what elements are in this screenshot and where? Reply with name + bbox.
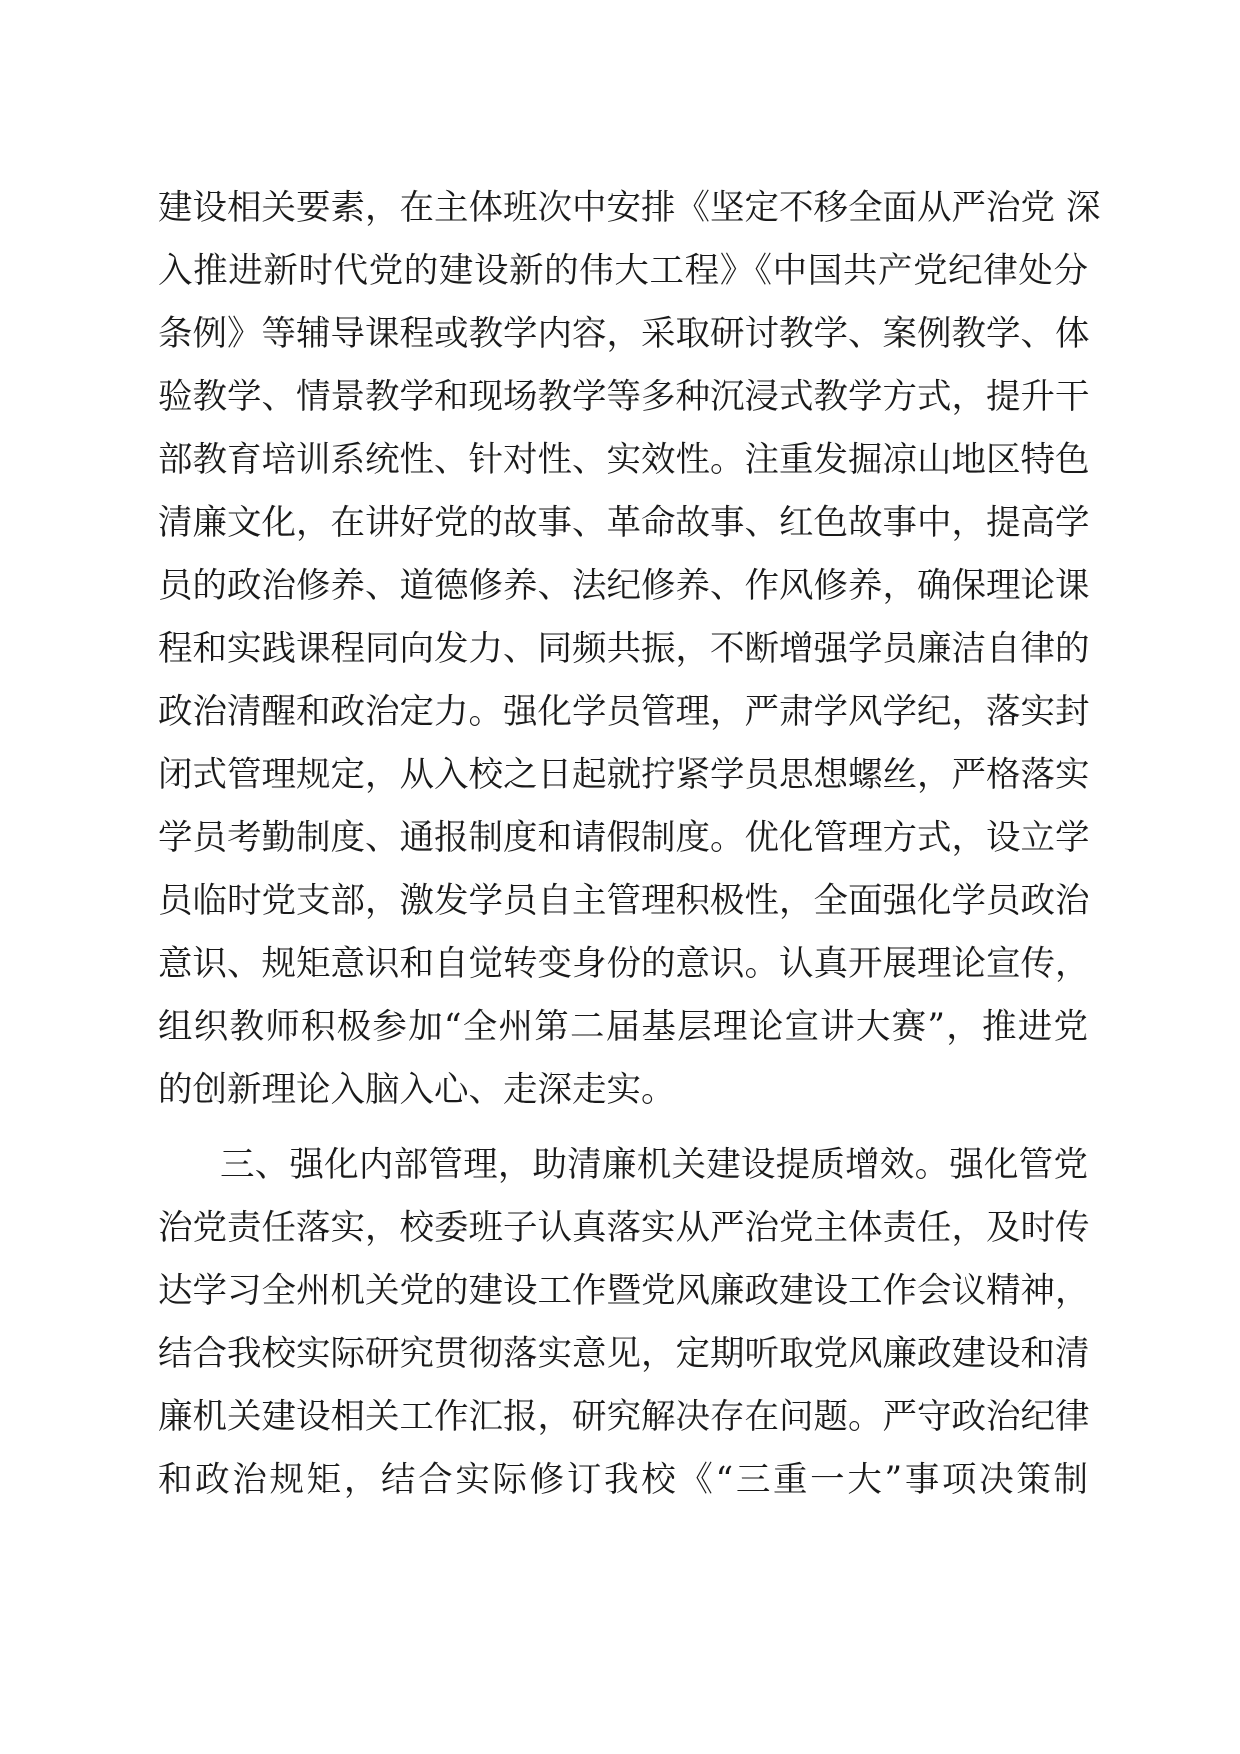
text-line: 组织教师积极参加“全州第二届基层理论宣讲大赛”，推进党 <box>158 1007 1088 1047</box>
text-line: 结合我校实际研究贯彻落实意见，定期听取党风廉政建设和清 <box>158 1334 1090 1374</box>
text-line: 部教育培训系统性、针对性、实效性。注重发掘凉山地区特色 <box>158 440 1090 480</box>
text-line-paragraph-end: 的创新理论入脑入心、走深走实。 <box>158 1070 676 1110</box>
text-line: 验教学、情景教学和现场教学等多种沉浸式教学方式，提升干 <box>158 377 1090 417</box>
section-heading-line: 三、强化内部管理，助清廉机关建设提质增效。强化管党 <box>220 1145 1088 1185</box>
text-line: 清廉文化，在讲好党的故事、革命故事、红色故事中，提高学 <box>158 503 1090 543</box>
text-line: 治党责任落实，校委班子认真落实从严治党主体责任，及时传 <box>158 1208 1090 1248</box>
text-line: 达学习全州机关党的建设工作暨党风廉政建设工作会议精神， <box>158 1271 1090 1311</box>
text-line: 员的政治修养、道德修养、法纪修养、作风修养，确保理论课 <box>158 566 1090 606</box>
text-line: 员临时党支部，激发学员自主管理积极性，全面强化学员政治 <box>158 881 1090 921</box>
text-line: 政治清醒和政治定力。强化学员管理，严肃学风学纪，落实封 <box>158 692 1090 732</box>
text-line: 条例》等辅导课程或教学内容，采取研讨教学、案例教学、体 <box>158 314 1090 354</box>
text-line: 廉机关建设相关工作汇报，研究解决存在问题。严守政治纪律 <box>158 1397 1090 1437</box>
text-line: 入推进新时代党的建设新的伟大工程》《中国共产党纪律处分 <box>158 251 1088 291</box>
text-line: 和政治规矩，结合实际修订我校《“三重一大”事项决策制 <box>158 1460 1088 1500</box>
text-line: 意识、规矩意识和自觉转变身份的意识。认真开展理论宣传， <box>158 944 1090 984</box>
text-line: 程和实践课程同向发力、同频共振，不断增强学员廉洁自律的 <box>158 629 1090 669</box>
text-line: 学员考勤制度、通报制度和请假制度。优化管理方式，设立学 <box>158 818 1090 858</box>
text-line: 闭式管理规定，从入校之日起就拧紧学员思想螺丝，严格落实 <box>158 755 1090 795</box>
text-line: 建设相关要素，在主体班次中安排《坚定不移全面从严治党 深 <box>158 188 1101 228</box>
